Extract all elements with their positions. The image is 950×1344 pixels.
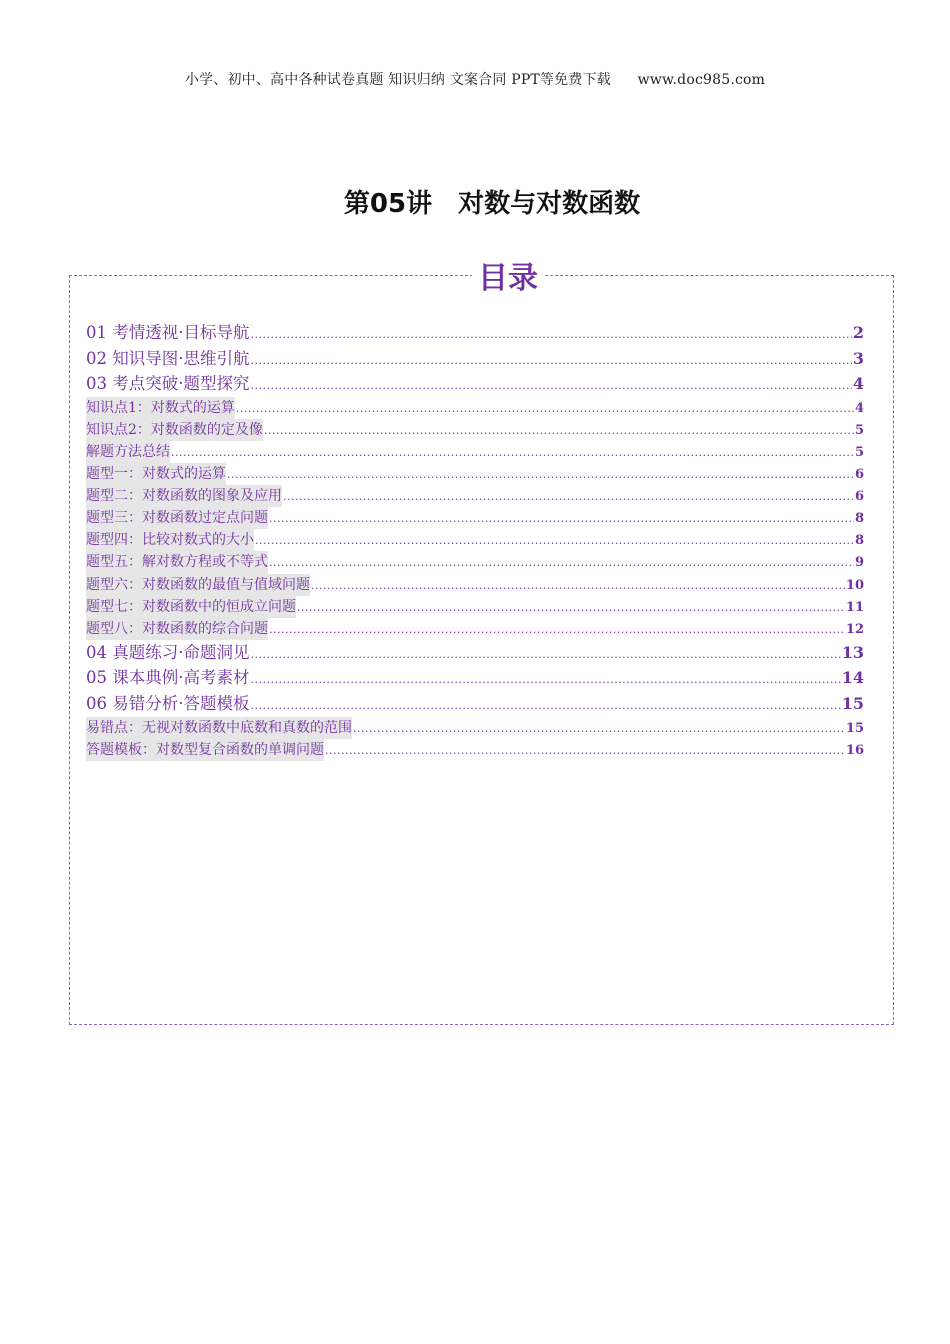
toc-entry-label: 03 考点突破·题型探究 bbox=[86, 374, 250, 394]
toc-entry-page: 8 bbox=[854, 511, 864, 527]
toc-entry[interactable] bbox=[86, 441, 864, 463]
toc-entry[interactable] bbox=[86, 507, 864, 529]
toc-leader bbox=[283, 486, 854, 508]
toc-entry[interactable] bbox=[86, 551, 864, 573]
toc-entry-page: 10 bbox=[845, 577, 864, 593]
toc-leader bbox=[171, 442, 854, 464]
toc-entry-label: 题型二：对数函数的图象及应用 bbox=[86, 485, 282, 507]
toc-entry-label: 05 课本典例·高考素材 bbox=[86, 668, 250, 688]
toc-entry-page: 9 bbox=[854, 555, 864, 571]
toc-leader bbox=[325, 740, 845, 762]
toc-leader bbox=[251, 667, 841, 693]
toc-leader bbox=[269, 552, 854, 574]
toc-entry[interactable] bbox=[86, 529, 864, 551]
toc-entry[interactable] bbox=[86, 717, 864, 739]
toc-entry-label: 题型一：对数式的运算 bbox=[86, 463, 226, 485]
toc-leader bbox=[251, 373, 852, 399]
toc-entry-page: 15 bbox=[845, 720, 864, 736]
toc-leader bbox=[251, 642, 841, 668]
toc-entry-page: 15 bbox=[841, 694, 864, 713]
toc-entry[interactable] bbox=[86, 485, 864, 507]
toc-heading bbox=[0, 257, 950, 301]
toc-entry-label: 解题方法总结 bbox=[86, 441, 170, 463]
toc-leader bbox=[251, 348, 852, 374]
toc-entry-label: 06 易错分析·答题模板 bbox=[86, 694, 250, 713]
toc-leader bbox=[255, 530, 854, 552]
header-text: 小学、初中、高中各种试卷真题 知识归纳 文案合同 PPT等免费下载 bbox=[184, 72, 611, 88]
toc-entry-page: 11 bbox=[845, 599, 864, 615]
toc-entry[interactable] bbox=[86, 691, 864, 717]
toc-entry-page: 2 bbox=[852, 323, 864, 342]
toc-entry-page: 13 bbox=[841, 642, 864, 662]
toc-entry-page: 6 bbox=[854, 467, 864, 483]
toc-heading-text: 目录 bbox=[472, 261, 544, 296]
toc-entry-page: 3 bbox=[852, 348, 864, 368]
toc-leader bbox=[297, 597, 845, 619]
toc-entry-label: 04 真题练习·命题洞见 bbox=[86, 642, 250, 662]
toc-leader bbox=[269, 508, 854, 530]
toc-entry-label: 题型四：比较对数式的大小 bbox=[86, 529, 254, 551]
toc-leader bbox=[353, 718, 845, 740]
toc-entry-page: 16 bbox=[845, 742, 864, 758]
toc-entry-page: 6 bbox=[854, 489, 864, 505]
toc-entry[interactable] bbox=[86, 618, 864, 640]
header-url[interactable]: www.doc985.com bbox=[637, 72, 766, 88]
toc-leader bbox=[227, 464, 854, 486]
toc-entry[interactable] bbox=[86, 419, 864, 441]
toc-entry-page: 5 bbox=[854, 444, 864, 460]
toc-entry-page: 12 bbox=[845, 621, 864, 637]
toc-entry[interactable] bbox=[86, 463, 864, 485]
toc-entry-label: 题型八：对数函数的综合问题 bbox=[86, 618, 268, 640]
toc-leader bbox=[251, 693, 841, 719]
toc-entry-label: 知识点1：对数式的运算 bbox=[86, 397, 235, 419]
toc-entry-label: 答题模板：对数型复合函数的单调问题 bbox=[86, 739, 324, 761]
toc-leader bbox=[236, 398, 854, 420]
toc-leader bbox=[311, 575, 845, 597]
toc-entry[interactable] bbox=[86, 596, 864, 618]
toc-entry-page: 4 bbox=[852, 374, 864, 394]
toc-entry-label: 02 知识导图·思维引航 bbox=[86, 348, 250, 368]
toc-entry[interactable] bbox=[86, 320, 864, 346]
toc-entry-label: 题型六：对数函数的最值与值域问题 bbox=[86, 574, 310, 596]
toc-entry-label: 题型七：对数函数中的恒成立问题 bbox=[86, 596, 296, 618]
toc-entry-page: 14 bbox=[841, 668, 864, 688]
toc-entry[interactable] bbox=[86, 397, 864, 419]
toc-entry[interactable] bbox=[86, 574, 864, 596]
toc-entry-page: 5 bbox=[854, 422, 864, 438]
toc-entry[interactable] bbox=[86, 665, 864, 691]
toc-entry[interactable] bbox=[86, 371, 864, 397]
toc-leader bbox=[251, 322, 852, 348]
toc-entry-page: 4 bbox=[854, 400, 864, 416]
toc-leader bbox=[264, 420, 854, 442]
toc-entry[interactable] bbox=[86, 346, 864, 372]
document-title: 第05讲 对数与对数函数 bbox=[343, 189, 641, 219]
toc-leader bbox=[269, 619, 845, 641]
toc-entry-label: 01 考情透视·目标导航 bbox=[86, 323, 250, 342]
toc-entry-page: 8 bbox=[854, 533, 864, 549]
toc-list bbox=[86, 320, 864, 761]
toc-entry-label: 知识点2：对数函数的定及像 bbox=[86, 419, 263, 441]
toc-entry-label: 题型三：对数函数过定点问题 bbox=[86, 507, 268, 529]
page-header bbox=[0, 69, 950, 89]
toc-entry-label: 易错点：无视对数函数中底数和真数的范围 bbox=[86, 717, 352, 739]
toc-entry[interactable] bbox=[86, 739, 864, 761]
toc-entry[interactable] bbox=[86, 640, 864, 666]
toc-entry-label: 题型五：解对数方程或不等式 bbox=[86, 551, 268, 573]
